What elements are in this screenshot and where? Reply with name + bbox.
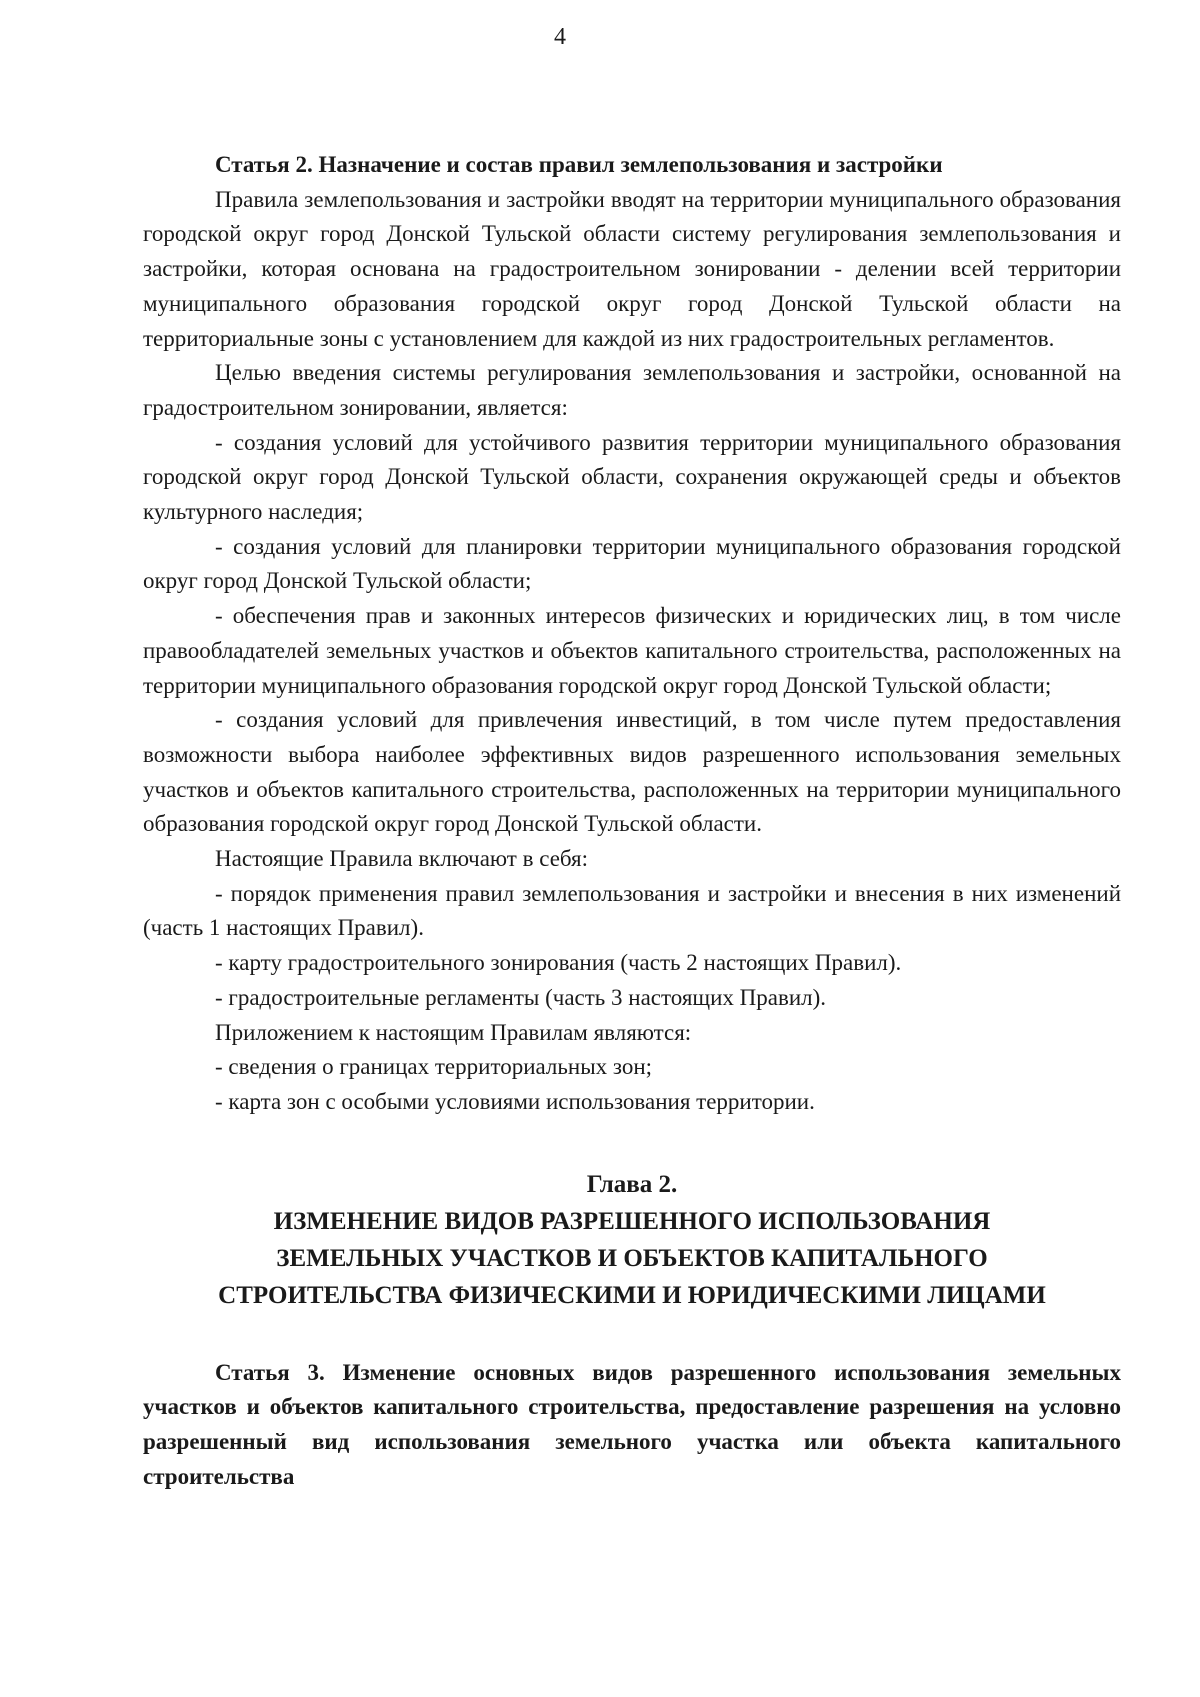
article-2-list-item: - сведения о границах территориальных зон; (215, 1054, 653, 1080)
article-2-list-item: - градостроительные регламенты (часть 3 настоящих Правил). (215, 984, 827, 1010)
article-2-list-item: - создания условий для устойчивого развития территории муниципального образования городской округ город Донской Тульской области, сохранения окружающей среды и объектов культурного наследия; (143, 429, 1121, 525)
article-2-paragraph: Правила землепользования и застройки вводят на территории муниципального образования городской округ город Донской Тульской области систему регулирования землепользования и застройки, которая основана на градостроительном зонировании - делении всей территории муниципального образования городской округ город Донской Тульской области на территориальные зоны с установлением для каждой из них градостроительных регламентов. (143, 186, 1121, 351)
chapter-2-heading (143, 1166, 1121, 1314)
chapter-title-line: ИЗМЕНЕНИЕ ВИДОВ РАЗРЕШЕННОГО ИСПОЛЬЗОВАНИЯ (273, 1207, 991, 1235)
chapter-title-line: СТРОИТЕЛЬСТВА ФИЗИЧЕСКИМИ И ЮРИДИЧЕСКИМИ ЛИЦАМИ (218, 1281, 1046, 1309)
document-body (143, 148, 1121, 1518)
article-2-paragraph: Настоящие Правила включают в себя: (215, 846, 588, 872)
article-2-list-item: - создания условий для привлечения инвестиций, в том числе путем предоставления возможности выбора наиболее эффективных видов разрешенного использования земельных участков и объектов капитального строительства, расположенных на территории муниципального образования городской округ город Донской Тульской области. (143, 707, 1121, 837)
article-2-title: Статья 2. Назначение и состав правил землепользования и застройки (215, 152, 943, 177)
chapter-label: Глава 2. (586, 1170, 678, 1198)
article-2-list-item: - карта зон с особыми условиями использования территории. (215, 1088, 815, 1114)
chapter-title-line: ЗЕМЕЛЬНЫХ УЧАСТКОВ И ОБЪЕКТОВ КАПИТАЛЬНОГО (276, 1244, 988, 1272)
article-2-list-item: - создания условий для планировки территории муниципального образования городской округ город Донской Тульской области; (143, 533, 1121, 594)
article-2-paragraph: Приложением к настоящим Правилам являются: (215, 1019, 692, 1045)
article-3-title: Статья 3. Изменение основных видов разрешенного использования земельных участков и объектов капитального строительства, предоставление разрешения на условно разрешенный вид использования земельного участка или объекта капитального строительства (143, 1359, 1121, 1489)
article-2-list-item: - карту градостроительного зонирования (часть 2 настоящих Правил). (215, 950, 902, 976)
article-2-paragraph: Целью введения системы регулирования землепользования и застройки, основанной на градостроительном зонировании, является: (143, 360, 1121, 420)
page-number: 4 (554, 24, 566, 50)
article-2-list-item: - порядок применения правил землепользования и застройки и внесения в них изменений (часть 1 настоящих Правил). (143, 880, 1121, 941)
article-2-list-item: - обеспечения прав и законных интересов физических и юридических лиц, в том числе правообладателей земельных участков и объектов капитального строительства, расположенных на территории муниципального образования городской округ город Донской Тульской области; (143, 603, 1121, 698)
